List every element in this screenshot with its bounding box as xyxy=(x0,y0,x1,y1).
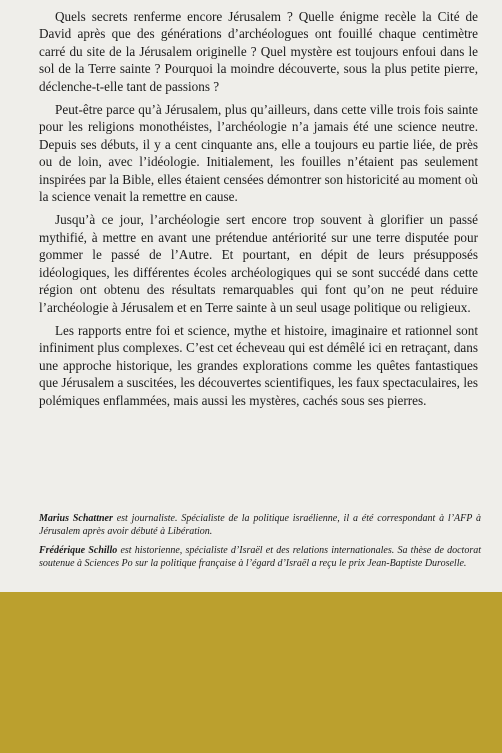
author-bios xyxy=(39,512,481,576)
author-name-2: Frédérique Schillo xyxy=(39,544,118,556)
blurb-paragraph-3: Jusqu’à ce jour, l’archéologie sert encore trop souvent à glorifier un passé mythifié, à mettre en avant une prétendue antériorité sur une terre disputée pour gommer le passé de l’Autre. Et pourtant, en dépit de leurs présupposés idéologiques, les différentes écoles archéologiques qui se sont succédé dans cette région ont obtenu des résultats remarquables qui font qu’on ne peut réduire l’archéologie à Jérusalem et en Terre sainte à un seul usage politique ou religieux. xyxy=(39,212,478,315)
blurb-paragraph-1: Quels secrets renferme encore Jérusalem ? Quelle énigme recèle la Cité de David après que des générations d’archéologues ont fouillé chaque centimètre carré du site de la Jérusalem originelle ? Quel mystère est toujours enfoui dans le sol de la Terre sainte ? Pourquoi la moindre découverte, sous la plus petite pierre, déclenche-t-elle tant de passions ? xyxy=(39,9,478,94)
blurb-paragraph-4: Les rapports entre foi et science, mythe et histoire, imaginaire et rationnel sont infiniment plus complexes. C’est cet écheveau qui est démêlé ici en retraçant, dans une approche historique, les grandes explorations comme les quêtes fantastiques que Jérusalem a suscitées, les découvertes scientifiques, les faux spectaculaires, les polémiques enflammées, mais aussi les mystères, cachés sous ses pierres. xyxy=(39,322,478,408)
blurb-paragraph-2: Peut-être parce qu’à Jérusalem, plus qu’ailleurs, dans cette ville trois fois sainte pour les religions monothéistes, l’archéologie n’a jamais été une science neutre. Depuis ses débuts, il y a cent cinquante ans, elle a toujours eu partie liée, de près ou de loin, avec l’idéologie. Initialement, les fouilles n’étaient pas seulement inspirées par la Bible, elles étaient censées démontrer son historicité au moment où la science venait la remettre en cause. xyxy=(39,102,478,205)
blurb-text xyxy=(39,8,478,415)
author-bio-text-1: est journaliste. Spécialiste de la politique israélienne, il a été correspondant à l’AFP à Jérusalem après avoir débuté à Libération. xyxy=(39,513,482,538)
author-bio-1 xyxy=(39,512,481,539)
author-bio-text-2: est historienne, spécialiste d’Israël et des relations internationales. Sa thèse de doctorat soutenue à Sciences Po sur la politique française à l’égard d’Israël a reçu le prix Jean-Baptiste Duroselle. xyxy=(39,544,481,570)
author-name-1: Marius Schattner xyxy=(39,513,113,524)
color-band xyxy=(0,592,502,753)
author-bio-2 xyxy=(39,544,481,571)
